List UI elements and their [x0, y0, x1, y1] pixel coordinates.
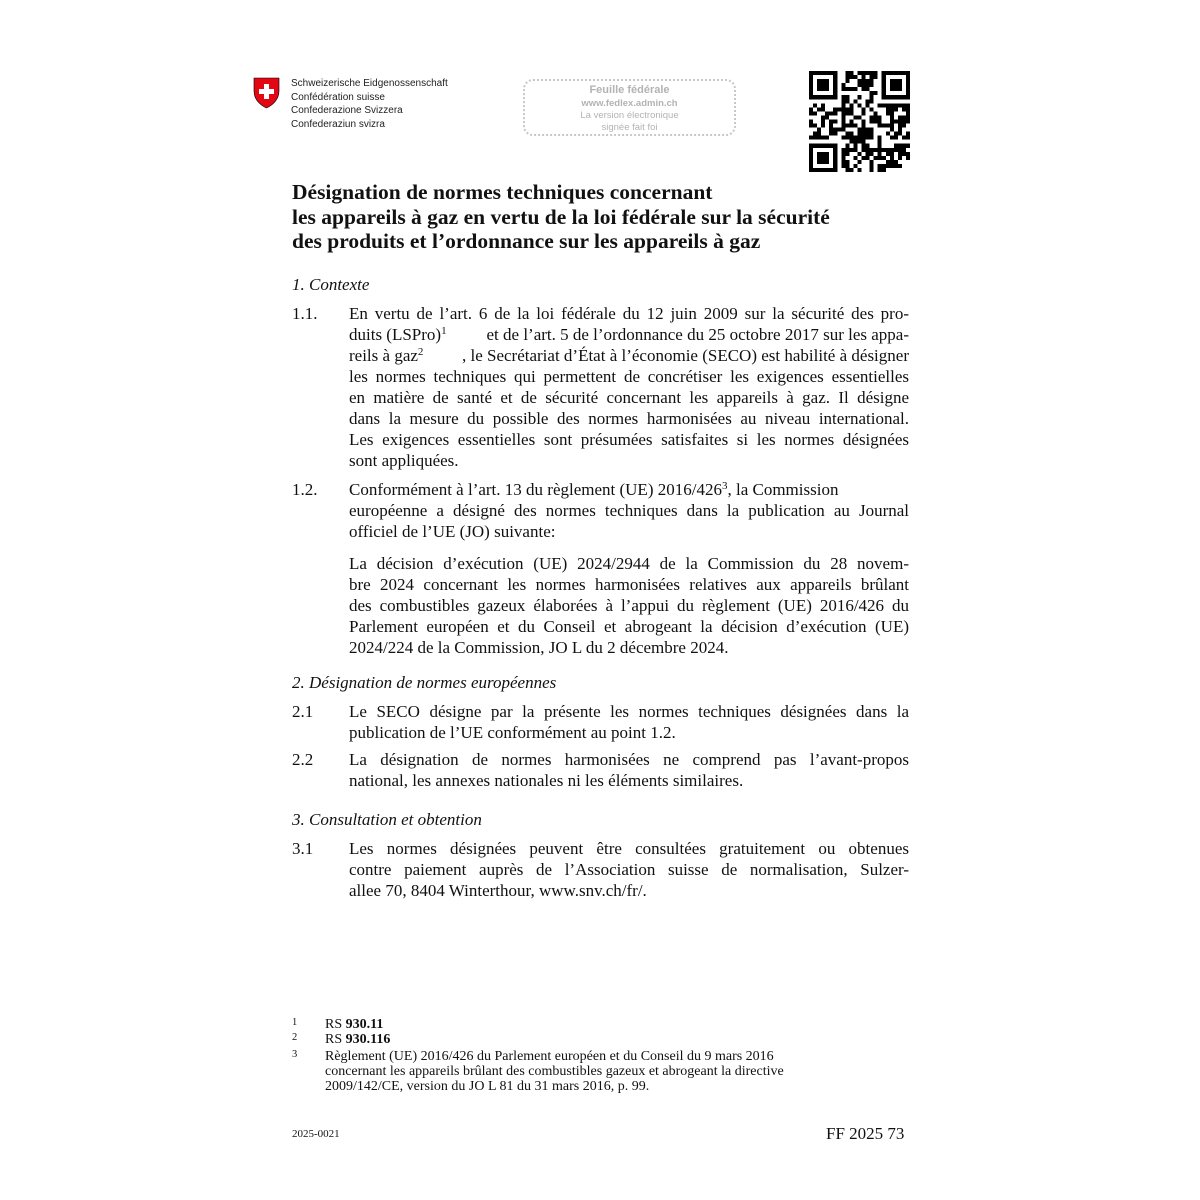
- title-line: les appareils à gaz en vertu de la loi fédérale sur la sécurité: [292, 204, 830, 229]
- text-line: officiel de l’UE (JO) suivante:: [349, 522, 556, 541]
- text-line: dans la mesure du possible des normes harmonisées au niveau international.: [349, 409, 909, 428]
- footnote-text: [325, 1017, 383, 1032]
- footnote-line: 2009/142/CE, version du JO L 81 du 31 mars 2016, p. 99.: [325, 1079, 650, 1094]
- footnote-line: Règlement (UE) 2016/426 du Parlement européen et du Conseil du 9 mars 2016: [325, 1049, 774, 1064]
- text-line: [349, 479, 909, 500]
- paragraph-number: 1.2.: [292, 480, 318, 499]
- footnote-ref-3[interactable]: 3: [721, 480, 728, 492]
- paragraph-number: 3.1: [292, 839, 314, 858]
- paragraph-number: 2.1: [292, 702, 314, 721]
- official-stamp: [523, 79, 736, 136]
- text-line: Parlement européen et du Conseil et abrogeant la décision d’exécution (UE): [349, 617, 909, 636]
- text-segment: [349, 479, 838, 500]
- confederation-names: [291, 77, 448, 131]
- text-segment: , le Secrétariat d’État à l’économie (SECO) est habilité à désigner: [461, 346, 909, 365]
- text-line: des combustibles gazeux élaborées à l’appui du règlement (UE) 2016/426 du: [349, 596, 909, 615]
- confederation-name-rm: Confederaziun svizra: [291, 118, 385, 130]
- footnote-text: [325, 1049, 784, 1094]
- text-line: publication de l’UE conformément au point 1.2.: [349, 723, 676, 742]
- qr-code-icon: [809, 71, 910, 172]
- document-number: 2025-0021: [292, 1128, 340, 1140]
- text-segment: , la Commission: [727, 480, 839, 499]
- paragraph-number: 2.2: [292, 750, 314, 769]
- text-line: sont appliquées.: [349, 451, 459, 470]
- text-line: européenne a désigné des normes techniques dans la publication au Journal: [349, 501, 909, 520]
- section-heading-designation: 2. Désignation de normes européennes: [292, 673, 557, 692]
- text-line: en matière de santé et de sécurité concernant les appareils à gaz. Il désigne: [349, 388, 909, 407]
- text-line: allee 70, 8404 Winterthour, www.snv.ch/fr/.: [349, 881, 647, 900]
- text-line: 2024/224 de la Commission, JO L du 2 décembre 2024.: [349, 638, 729, 657]
- text-segment: Conformément à l’art. 13 du règlement (UE) 2016/426: [349, 480, 722, 499]
- paragraph-text: [349, 749, 909, 791]
- text-line: Le SECO désigne par la présente les normes techniques désignées dans la: [349, 702, 909, 721]
- confederation-name-it: Confederazione Svizzera: [291, 105, 403, 116]
- publication-reference: FF 2025 73: [826, 1124, 905, 1143]
- footnote-number: 1: [292, 1017, 298, 1028]
- text-line: En vertu de l’art. 6 de la loi fédérale du 12 juin 2009 sur la sécurité des pro-: [349, 304, 909, 323]
- stamp-line-2: signée fait foi: [601, 122, 658, 133]
- stamp-line-1: La version électronique: [580, 110, 679, 121]
- document-title: [292, 180, 932, 254]
- footnote-ref-value: 930.116: [345, 1032, 391, 1047]
- footnote-ref-2[interactable]: 2: [417, 346, 424, 358]
- section-heading-context: 1. Contexte: [292, 275, 370, 294]
- title-line: Désignation de normes techniques concernant: [292, 180, 713, 204]
- text-segment: reils à gaz: [349, 346, 418, 365]
- paragraph-text: [349, 701, 909, 743]
- text-line: Les normes désignées peuvent être consultées gratuitement ou obtenues: [349, 839, 909, 858]
- footnote-prefix: RS: [325, 1032, 346, 1047]
- text-line: Les exigences essentielles sont présumées satisfaites si les normes désignées: [349, 430, 909, 449]
- text-segment: [349, 324, 447, 345]
- footnote-text: [325, 1032, 390, 1047]
- section-heading-consultation: 3. Consultation et obtention: [292, 810, 482, 829]
- footnote-prefix: RS: [325, 1017, 346, 1032]
- footnote-number: 3: [292, 1049, 298, 1060]
- text-line: les normes techniques qui permettent de concrétiser les exigences essentielles: [349, 367, 909, 386]
- footnote-number: 2: [292, 1032, 298, 1043]
- confederation-name-de: Schweizerische Eidgenossenschaft: [291, 78, 448, 89]
- paragraph-number: 1.1.: [292, 304, 318, 323]
- text-line: [349, 324, 909, 345]
- title-line: des produits et l’ordonnance sur les appareils à gaz: [292, 229, 761, 253]
- text-line: national, les annexes nationales ni les éléments similaires.: [349, 771, 744, 790]
- text-segment: et de l’art. 5 de l’ordonnance du 25 octobre 2017 sur les appa-: [486, 325, 909, 344]
- stamp-url: www.fedlex.admin.ch: [581, 98, 678, 109]
- paragraph-text: [349, 479, 909, 658]
- paragraph-text: [349, 838, 909, 901]
- footnote-ref-1[interactable]: 1: [441, 325, 447, 337]
- text-line: La désignation de normes harmonisées ne comprend pas l’avant-propos: [349, 750, 909, 769]
- stamp-title: Feuille fédérale: [589, 84, 670, 96]
- confederation-name-fr: Confédération suisse: [291, 91, 385, 103]
- text-line: [349, 345, 909, 366]
- text-line: La décision d’exécution (UE) 2024/2944 de la Commission du 28 novem-: [349, 554, 909, 573]
- text-segment: duits (LSPro): [349, 325, 442, 344]
- footnote-ref-value: 930.11: [345, 1017, 384, 1032]
- text-line: contre paiement auprès de l’Association suisse de normalisation, Sulzer-: [349, 860, 909, 879]
- paragraph-text: [349, 303, 909, 471]
- text-line: bre 2024 concernant les normes harmonisées relatives aux appareils brûlant: [349, 575, 909, 594]
- footnote-line: concernant les appareils brûlant des combustibles gazeux et abrogeant la directive: [325, 1064, 784, 1079]
- swiss-coat-of-arms-icon: [253, 77, 280, 109]
- text-segment: [349, 345, 423, 366]
